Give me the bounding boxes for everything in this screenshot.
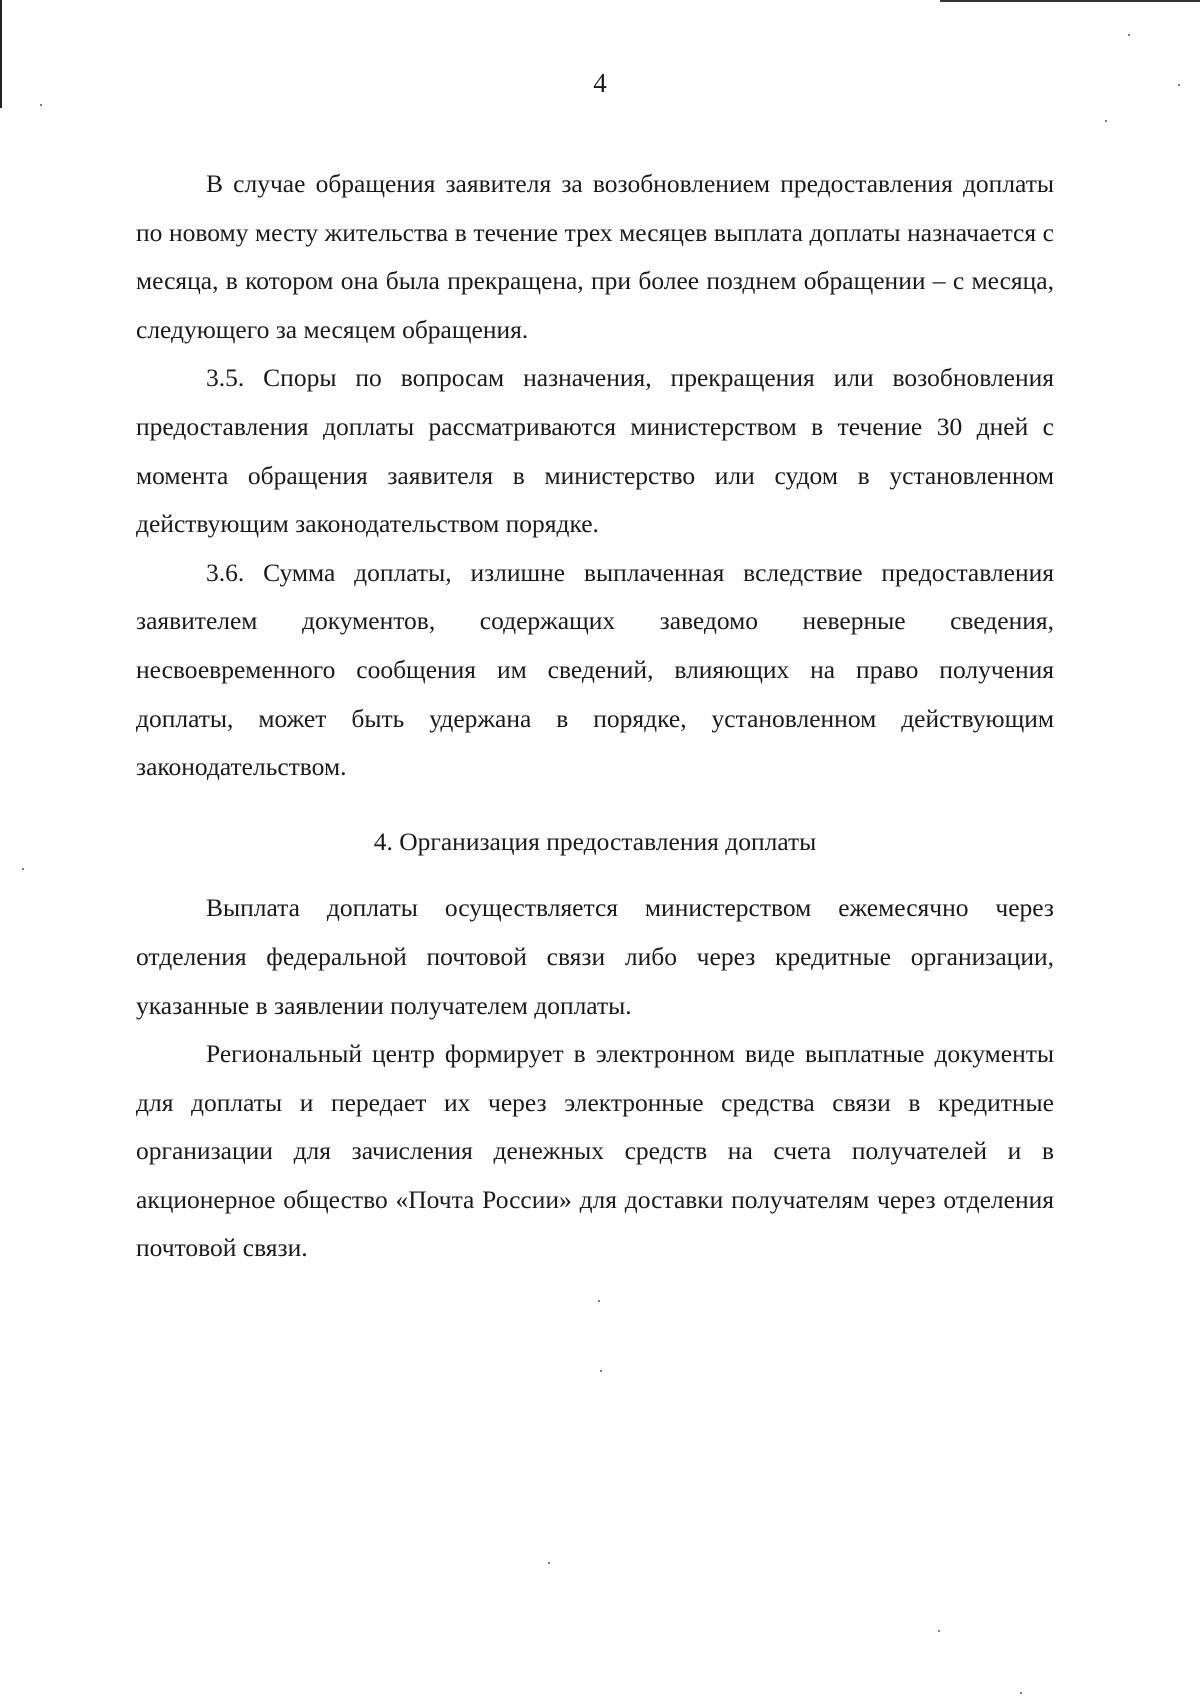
scan-speck (1105, 120, 1107, 122)
scan-speck (598, 1300, 600, 1302)
scan-speck (40, 104, 42, 106)
paragraph-3-5: 3.5. Споры по вопросам назначения, прекращения или возобновления предоставления доплаты рассматриваются министерством в течение 30 дней с момента обращения заявителя в министерство или судом в установленном действующим законодательством порядке. (136, 363, 1054, 539)
scan-speck (548, 1562, 550, 1564)
scan-speck (1128, 34, 1130, 36)
section-heading-4: 4. Организация предоставления доплаты (373, 826, 817, 856)
paragraph-3-6: 3.6. Сумма доплаты, излишне выплаченная вследствие предоставления заявителем документов, содержащих заведомо неверные сведения, несвоевременного сообщения им сведений, влияющих на право получения доплаты, может быть удержана в порядке, установленном действующим законодательством. (136, 557, 1054, 782)
scan-top-artifact (940, 0, 1200, 2)
scan-speck (1178, 84, 1180, 86)
scan-speck (22, 868, 24, 870)
paragraph-payment: Выплата доплаты осуществляется министерством ежемесячно через отделения федеральной почтовой связи либо через кредитные организации, указанные в заявлении получателем доплаты. (136, 893, 1054, 1020)
paragraph-regional-center: Региональный центр формирует в электронном виде выплатные документы для доплаты и передает их через электронные средства связи в кредитные организации для зачисления денежных средств на счета получателей и в акционерное общество «Почта России» для доставки получателям через отделения почтовой связи. (136, 1039, 1054, 1263)
scan-speck (938, 1630, 940, 1632)
scan-speck (600, 1370, 602, 1372)
paragraph-resumption: В случае обращения заявителя за возобновлением предоставления доплаты по новому месту жительства в течение трех месяцев выплата доплаты назначается с месяца, в котором она была прекращена, при более позднем обращении – с месяца, следующего за месяцем обращения. (136, 169, 1054, 344)
page-number: 4 (593, 68, 607, 98)
document-body (136, 160, 1054, 1273)
scan-speck (1020, 1692, 1022, 1694)
